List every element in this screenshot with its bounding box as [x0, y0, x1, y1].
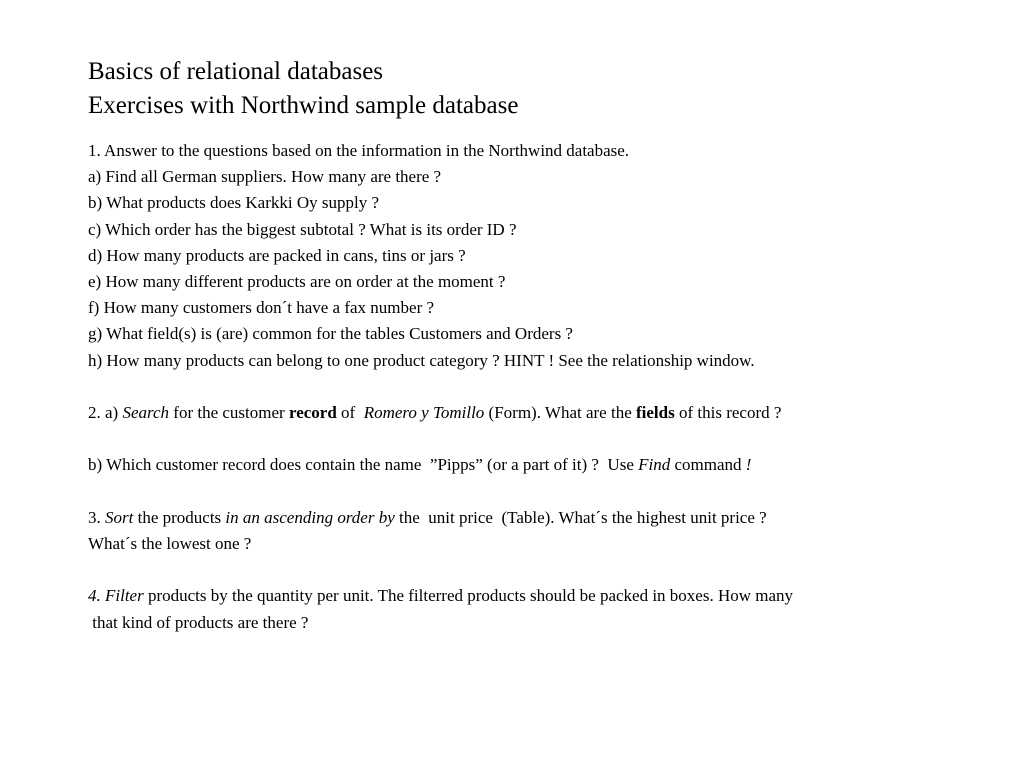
exercise-3-line-2: What´s the lowest one ? — [88, 534, 252, 553]
exercise-4-line-1 — [88, 583, 988, 609]
exercise-2a-search: Search — [122, 403, 170, 423]
slide-body — [88, 138, 988, 636]
spacer — [88, 557, 988, 583]
exercise-4-line-2: that kind of products are there ? — [88, 612, 309, 632]
exercise-3-text-1: the products — [133, 507, 226, 527]
spacer — [88, 374, 988, 400]
exercise-3-sort: Sort — [105, 507, 134, 527]
exercise-2b — [88, 452, 988, 478]
exercise-2b-find: Find — [638, 455, 671, 475]
exercise-4-text-1: products by the quantity per unit. The filterred products should be packed in boxes. How many — [143, 586, 794, 606]
slide-title — [88, 55, 988, 123]
exercise-3-text-2: the unit price (Table). What´s the highest unit price ? — [394, 507, 767, 527]
exercise-2a-text-3: (Form). What are the — [484, 403, 636, 423]
exercise-1-item-h: h) How many products can belong to one product category ? HINT ! See the relationship window. — [88, 350, 755, 370]
exercise-2a-prefix: 2. a) — [88, 403, 123, 423]
exercise-2a-customer-name: Romero y Tomillo — [363, 403, 485, 423]
exercise-1-intro: 1. Answer to the questions based on the information in the Northwind database. — [88, 141, 630, 160]
exercise-2a-text-4: of this record ? — [674, 403, 782, 423]
exercise-4-prefix: 4. Filter — [88, 586, 144, 606]
slide-content — [88, 55, 988, 636]
exercise-1-item-e: e) How many different products are on order at the moment ? — [88, 272, 506, 292]
title-line-2: Exercises with Northwind sample database — [88, 92, 519, 119]
spacer — [88, 479, 988, 505]
exercise-2b-text-1: b) Which customer record does contain the name ”Pipps” (or a part of it) ? Use — [88, 455, 639, 475]
exercise-2b-exclaim: ! — [745, 455, 752, 475]
exercise-2a-text-2: of — [336, 403, 364, 423]
exercise-3-line-1 — [88, 505, 988, 531]
exercise-1-item-c: c) Which order has the biggest subtotal ? What is its order ID ? — [88, 219, 517, 239]
exercise-2a-record: record — [288, 403, 337, 423]
exercise-1-item-b: b) What products does Karkki Oy supply ? — [88, 193, 379, 213]
exercise-3-prefix: 3. — [88, 507, 105, 527]
exercise-2a-fields: fields — [636, 403, 675, 423]
exercise-2a — [88, 400, 988, 426]
exercise-1-item-a: a) Find all German suppliers. How many are there ? — [88, 167, 442, 187]
spacer — [88, 426, 988, 452]
exercise-2b-text-2: command — [670, 455, 746, 475]
exercise-2a-text-1: for the customer — [169, 403, 289, 423]
title-line-1: Basics of relational databases — [88, 58, 384, 85]
exercise-1-item-f: f) How many customers don´t have a fax number ? — [88, 298, 435, 318]
exercise-1-item-d: d) How many products are packed in cans, tins or jars ? — [88, 245, 466, 265]
exercise-1-item-g: g) What field(s) is (are) common for the tables Customers and Orders ? — [88, 324, 573, 344]
exercise-3-order: in an ascending order by — [225, 507, 395, 527]
